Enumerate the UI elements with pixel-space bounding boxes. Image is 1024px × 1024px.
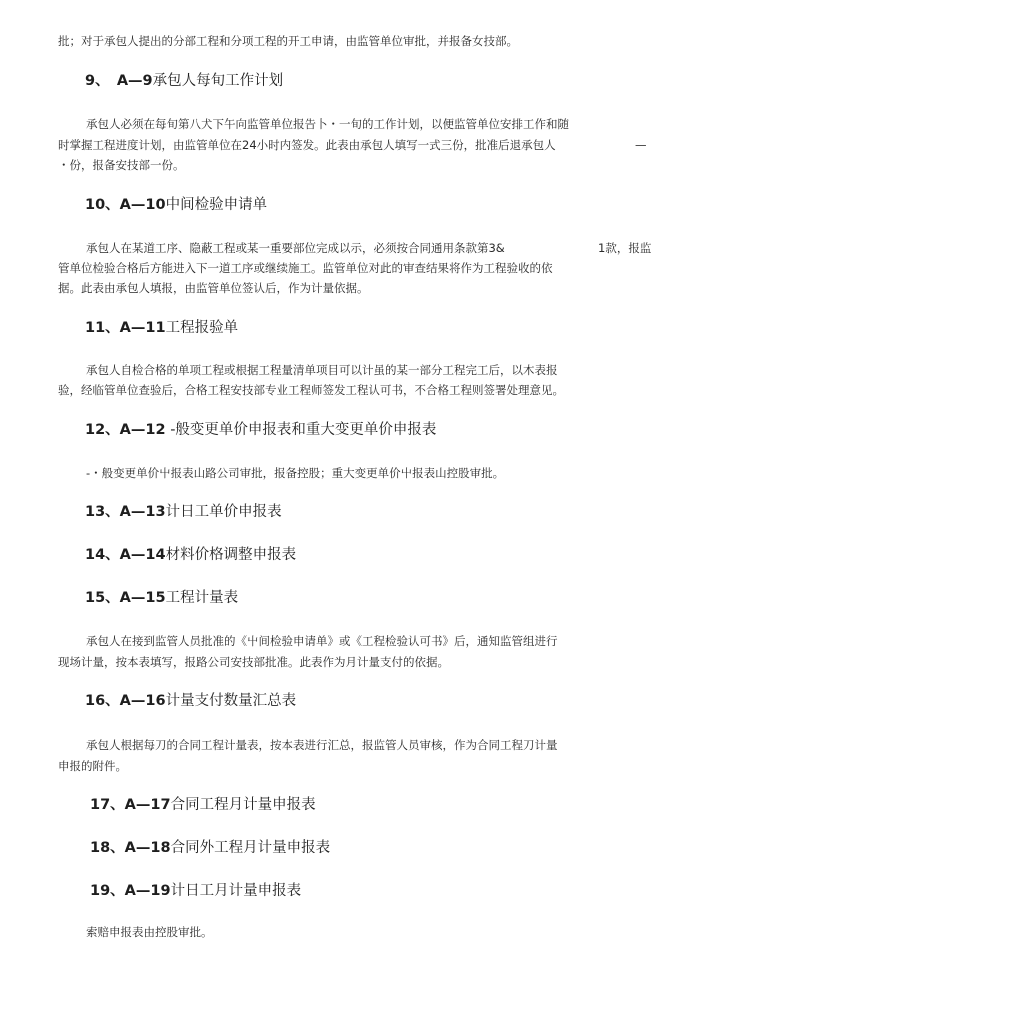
section-15-paragraph-line-1: 承包人在接到监管人员批准的《屮间检验申请单》或《工程检验认可书》后，通知监管组进行 <box>86 634 558 648</box>
section-13-number: 13、A—13 <box>85 504 166 520</box>
section-15-number: 15、A—15 <box>85 590 166 606</box>
section-10-paragraph-line-2: 管单位检验合格后方能进入下一道工序或继续施工。监管单位对此的审查结果将作为工程验收的依 <box>58 261 553 275</box>
section-11-heading <box>85 319 238 337</box>
section-10-title: 中间检验申请单 <box>165 197 268 213</box>
section-9-paragraph-line-1: 承包人必须在每旬第八犬下午向监管单位报告卜・一旬的工作计划，以便监管单位安排工作和随 <box>86 117 569 131</box>
section-12-number: 12、A—12 <box>85 422 166 438</box>
section-9-title: 承包人每旬工作计划 <box>152 73 284 89</box>
section-10-number: 10、A—10 <box>85 197 166 213</box>
section-15-heading <box>85 589 238 607</box>
section-11-paragraph-line-1: 承包人自检合格的单项工程或根据工程量清单项目可以计虽的某一部分工程完工后，以木表报 <box>86 363 558 377</box>
section-12-heading <box>85 421 436 439</box>
section-11-title: 工程报验单 <box>165 320 239 336</box>
section-12-title: -般变更单价申报表和重大变更单价申报表 <box>165 422 437 438</box>
section-16-title: 计量支付数量汇总表 <box>165 693 297 709</box>
section-19-number: 19、A—19 <box>90 883 171 899</box>
section-9-paragraph-fragment: — <box>635 138 647 152</box>
section-13-title: 计日工单价申报表 <box>165 504 282 520</box>
section-10-paragraph-fragment: 1款，报监 <box>598 241 652 255</box>
closing-line: 索赔申报表由控股审批。 <box>86 925 213 939</box>
section-18-title: 合同外工程月计量申报表 <box>170 840 331 856</box>
section-10-paragraph-line-1: 承包人在某道工序、隐蔽工程或某一重要部位完成以示，必须按合同通用条款第3& <box>86 241 505 255</box>
section-14-number: 14、A—14 <box>85 547 166 563</box>
section-15-title: 工程计量表 <box>165 590 239 606</box>
section-10-paragraph-line-3: 据。此表由承包人填报，由监管单位签认后，作为计量依据。 <box>58 281 369 295</box>
section-9-paragraph-line-2: 时掌握工程进度计划，由监管单位在24小时内签发。此表由承包人填写一式三份，批准后退承包人 <box>58 138 556 152</box>
section-9-heading <box>85 72 283 90</box>
section-17-number: 17、A—17 <box>90 797 171 813</box>
section-14-title: 材料价格调整申报表 <box>165 547 297 563</box>
section-15-paragraph-line-2: 现场计量，按本表填写，报路公司安技部批准。此表作为月计量支付的依据。 <box>58 655 449 669</box>
section-9-paragraph-line-3: ・份，报备安技部一份。 <box>58 158 185 172</box>
section-13-heading <box>85 503 282 521</box>
section-16-heading <box>85 692 296 710</box>
section-11-number: 11、A—11 <box>85 320 166 336</box>
section-14-heading <box>85 546 296 564</box>
section-16-number: 16、A—16 <box>85 693 166 709</box>
section-17-heading <box>90 796 316 814</box>
section-12-paragraph-line-1: -・般变更单价屮报表山路公司审批，报备控股；重大变更单价屮报表山控股审批。 <box>86 466 505 480</box>
section-19-heading <box>90 882 301 900</box>
section-16-paragraph-line-1: 承包人根据每刀的合同工程计量表，按本表进行汇总，报监管人员审核，作为合同工程刀计量 <box>86 738 558 752</box>
section-19-title: 计日工月计量申报表 <box>170 883 302 899</box>
section-10-heading <box>85 196 267 214</box>
section-17-title: 合同工程月计量申报表 <box>170 797 316 813</box>
intro-line: 批；对于承包人提出的分部工程和分项工程的开工申请，由监管单位审批，并报备女技部。 <box>58 34 518 48</box>
section-18-heading <box>90 839 330 857</box>
section-16-paragraph-line-2: 申报的附件。 <box>58 759 127 773</box>
section-18-number: 18、A—18 <box>90 840 171 856</box>
section-11-paragraph-line-2: 验，经临管单位查验后，合格工程安技部专业工程师签发工程认可书，不合格工程则签署处理意见。 <box>58 383 564 397</box>
section-9-number: 9、 A—9 <box>85 73 153 89</box>
